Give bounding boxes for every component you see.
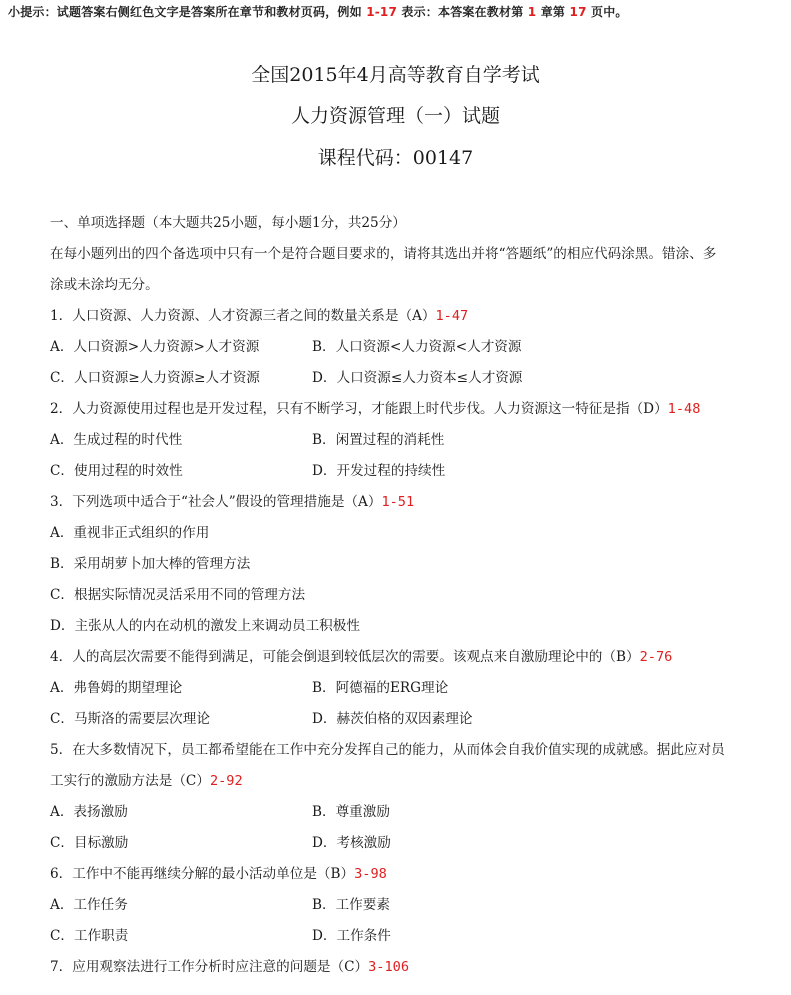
option-a: A．生成过程的时代性 [50,432,183,448]
option-b: B．人口资源<人力资源<人才资源 [312,339,522,355]
option-c: C．目标激励 [50,835,129,851]
hint-example-ref: 1-17 [366,5,398,19]
question-3-stem: 3．下列选项中适合于“社会人”假设的管理措施是（A）1-51 [50,494,415,510]
option-c: C．马斯洛的需要层次理论 [50,711,210,727]
question-3-ref: 1-51 [381,494,415,510]
question-1-options-row1 [50,332,755,363]
option-a: A．重视非正式组织的作用 [50,525,210,541]
question-4-options-row1 [50,673,755,704]
option-d: D．赫茨伯格的双因素理论 [312,711,473,727]
question-1-options-row2 [50,363,755,394]
section-heading: 一、单项选择题（本大题共25小题，每小题1分，共25分） [50,215,406,231]
option-d: D．主张从人的内在动机的激发上来调动员工积极性 [50,618,360,634]
option-d: D．工作条件 [312,928,391,944]
question-7-ref: 3-106 [368,959,410,975]
question-5-options-row1 [50,797,755,828]
question-5-stem-line2: 工实行的激励方法是（C）2-92 [50,773,243,789]
section-intro-line2: 涂或未涂均无分。 [50,277,159,293]
hint-text-3: 章第 [536,5,570,19]
hint-text-2: 表示：本答案在教材第 [397,5,528,19]
question-1-ref: 1-47 [435,308,469,324]
exam-subject: 人力资源管理（一）试题 [290,105,500,127]
option-c: C．使用过程的时效性 [50,463,183,479]
question-2-stem: 2．人力资源使用过程也是开发过程，只有不断学习，才能跟上时代步伐。人力资源这一特征是指（D）1-48 [50,401,701,417]
question-6-ref: 3-98 [354,866,387,882]
question-6-stem: 6．工作中不能再继续分解的最小活动单位是（B）3-98 [50,866,387,882]
question-6-options-row2 [50,921,755,952]
option-d: D．开发过程的持续性 [312,463,446,479]
question-2-options-row1 [50,425,755,456]
option-d: D．人口资源≤人力资本≤人才资源 [312,370,523,386]
option-c: C．人口资源≥人力资源≥人才资源 [50,370,260,386]
option-a: A．表扬激励 [50,804,128,820]
hint-text-1: 小提示：试题答案右侧红色文字是答案所在章节和教材页码，例如 [8,5,367,19]
question-7-stem: 7．应用观察法进行工作分析时应注意的问题是（C）3-106 [50,959,410,975]
question-2-options-row2 [50,456,755,487]
option-b: B．闲置过程的消耗性 [312,432,445,448]
question-4-ref: 2-76 [639,649,673,665]
hint-banner [8,3,628,20]
option-b: B．采用胡萝卜加大棒的管理方法 [50,556,251,572]
option-c: C．工作职责 [50,928,129,944]
question-5-options-row2 [50,828,755,859]
question-5-ref: 2-92 [209,773,243,789]
option-a: A．人口资源>人力资源>人才资源 [50,339,260,355]
option-b: B．工作要素 [312,897,390,913]
hint-text-4: 页中。 [586,5,628,19]
question-6-options-row1 [50,890,755,921]
option-d: D．考核激励 [312,835,391,851]
option-b: B．尊重激励 [312,804,390,820]
question-5-stem-line1: 5．在大多数情况下，员工都希望能在工作中充分发挥自己的能力，从而体会自我价值实现的成就感。据此应对员 [50,742,725,758]
exam-title: 全国2015年4月高等教育自学考试 [251,64,540,86]
course-code: 课程代码：00147 [317,147,474,169]
option-a: A．弗鲁姆的期望理论 [50,680,183,696]
question-4-options-row2 [50,704,755,735]
exam-content [50,208,755,983]
option-a: A．工作任务 [50,897,128,913]
hint-chapter: 1 [527,5,537,19]
question-1-stem: 1．人口资源、人力资源、人才资源三者之间的数量关系是（A）1-47 [50,308,469,324]
question-4-stem: 4．人的高层次需要不能得到满足，可能会倒退到较低层次的需要。该观点来自激励理论中的（B）2-76 [50,649,673,665]
section-intro-line1: 在每小题列出的四个备选项中只有一个是符合题目要求的，请将其选出并将“答题纸”的相应代码涂黑。错涂、多 [50,246,717,262]
option-b: B．阿德福的ERG理论 [312,680,449,696]
option-c: C．根据实际情况灵活采用不同的管理方法 [50,587,306,603]
hint-page: 17 [569,5,587,19]
question-2-ref: 1-48 [667,401,701,417]
